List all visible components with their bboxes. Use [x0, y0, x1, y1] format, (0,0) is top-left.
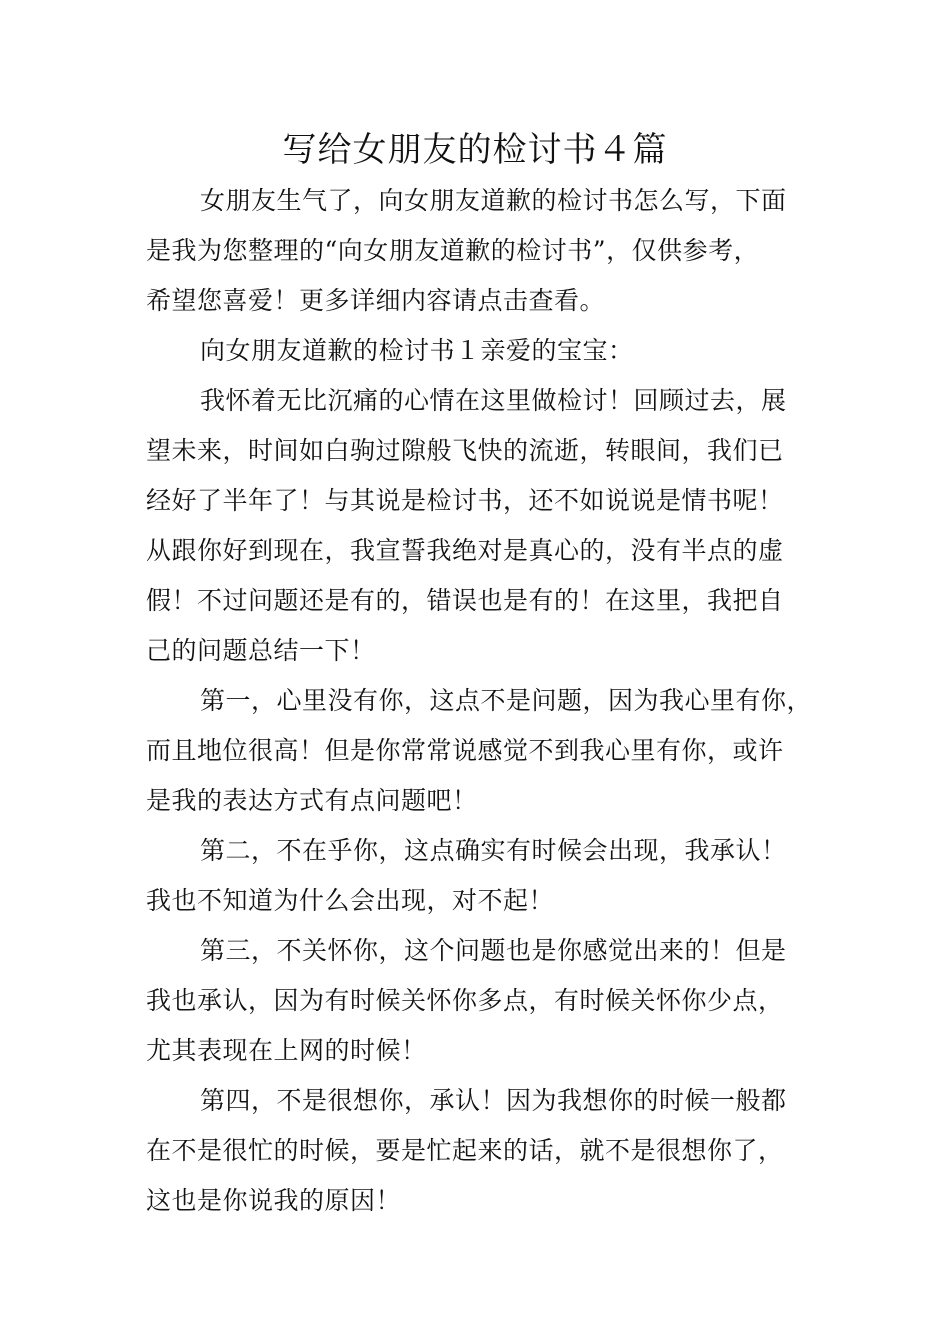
document-title: 写给女朋友的检讨书４篇 [282, 130, 668, 170]
paragraph-line: 向女朋友道歉的检讨书１亲爱的宝宝： [200, 336, 634, 365]
paragraph-line: 第四，不是很想你，承认！因为我想你的时候一般都 [200, 1086, 787, 1115]
paragraph-line: 第二，不在乎你，这点确实有时候会出现，我承认！ [200, 836, 787, 865]
paragraph-line: 女朋友生气了，向女朋友道歉的检讨书怎么写，下面 [200, 186, 787, 215]
paragraph-line: 假！不过问题还是有的，错误也是有的！在这里，我把自 [146, 586, 784, 615]
paragraph-line: 经好了半年了！与其说是检讨书，还不如说说是情书呢！ [146, 486, 784, 515]
paragraph-line: 是我为您整理的“向女朋友道歉的检讨书”，仅供参考， [146, 236, 760, 265]
paragraph-line: 第三，不关怀你，这个问题也是你感觉出来的！但是 [200, 936, 787, 965]
paragraph-line: 望未来，时间如白驹过隙般飞快的流逝，转眼间，我们已 [146, 436, 784, 465]
paragraph-line: 是我的表达方式有点问题吧！ [146, 786, 478, 815]
paragraph-line: 我也承认，因为有时候关怀你多点，有时候关怀你少点， [146, 986, 784, 1015]
paragraph-line: 我怀着无比沉痛的心情在这里做检讨！回顾过去，展 [200, 386, 787, 415]
paragraph-line: 而且地位很高！但是你常常说感觉不到我心里有你，或许 [146, 736, 784, 765]
paragraph-line: 在不是很忙的时候，要是忙起来的话，就不是很想你了， [146, 1136, 784, 1165]
paragraph-line: 尤其表现在上网的时候！ [146, 1036, 427, 1065]
paragraph-line: 我也不知道为什么会出现，对不起！ [146, 886, 555, 915]
paragraph-line: 己的问题总结一下！ [146, 636, 376, 665]
paragraph-line: 希望您喜爱！更多详细内容请点击查看。 [146, 286, 606, 315]
paragraph-line: 第一，心里没有你，这点不是问题，因为我心里有你， [200, 686, 813, 715]
paragraph-line: 这也是你说我的原因！ [146, 1186, 402, 1215]
paragraph-line: 从跟你好到现在，我宣誓我绝对是真心的，没有半点的虚 [146, 536, 784, 565]
document-body [146, 176, 826, 1226]
